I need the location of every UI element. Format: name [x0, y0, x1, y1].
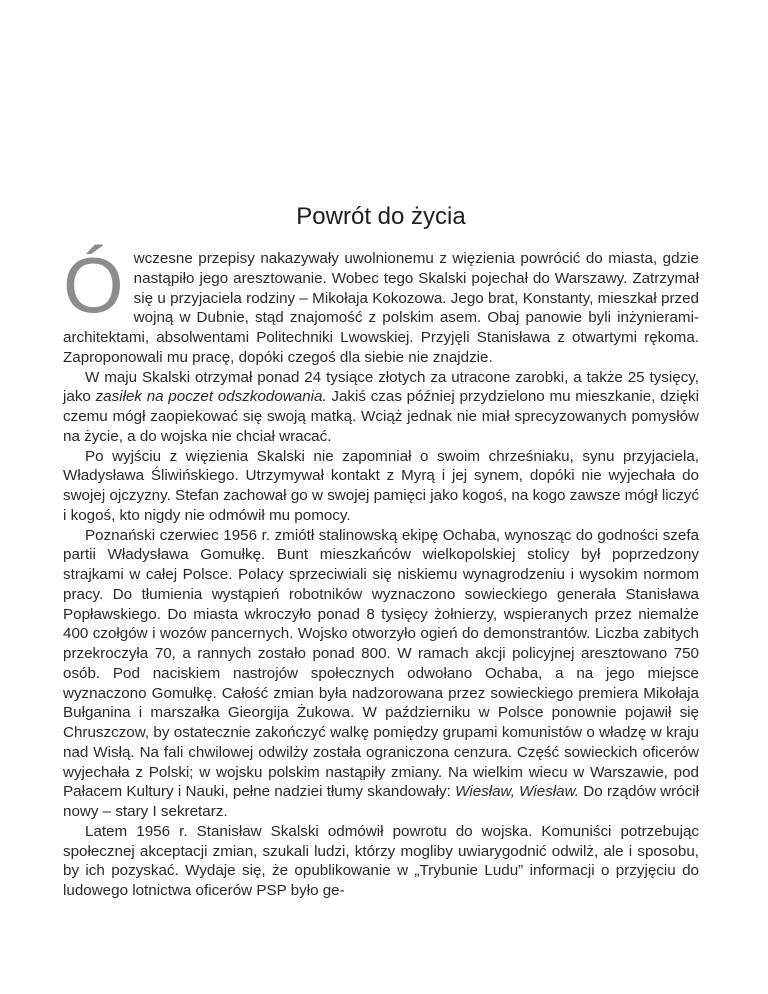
- paragraph-2-text-a: W maju Skalski otrzymał ponad 24 tysiące złotych za utracone zarobki, a także 25 tysięcy, jako: [63, 368, 699, 406]
- chapter-body: [63, 241, 699, 901]
- paragraph-3: [63, 447, 699, 526]
- paragraph-1: [63, 241, 699, 368]
- book-page: [63, 0, 699, 994]
- paragraph-4: [63, 526, 699, 822]
- paragraph-3-text: Po wyjściu z więzienia Skalski nie zapomniał o swoim chrześniaku, synu przyjaciela, Władysława Śliwińskiego. Utrzymywał kontakt z Myrą i jej synem, dopóki nie wyjechała do swojej ojczyzny. Stefan zachował go w swojej pamięci jako kogoś, na kogo zawsze mógł liczyć i kogoś, kto nigdy nie odmówił mu pomocy.: [63, 447, 699, 524]
- paragraph-4-italic: Wiesław, Wiesław.: [455, 783, 579, 801]
- paragraph-2-italic: zasiłek na poczet odszkodowania.: [95, 388, 327, 406]
- paragraph-2-text-b: Jakiś czas później przydzielono mu mieszkanie, dzięki czemu mógł zaopiekować się swoją matką. Wciąż jednak nie miał sprecyzowanych pomysłów na życie, a do wojska nie chciał wracać.: [63, 388, 699, 445]
- paragraph-5-text: Latem 1956 r. Stanisław Skalski odmówił powrotu do wojska. Komuniści potrzebując społecznej akceptacji zmian, szukali ludzi, którzy mogliby uwiarygodnić odwilż, ale i sposobu, by ich pozyskać. Wydaje się, że opublikowanie w „Trybunie Ludu” informacji o przyjęciu do ludowego lotnictwa oficerów PSP było ge-: [63, 822, 699, 899]
- paragraph-2: [63, 368, 699, 447]
- drop-cap: Ó: [63, 241, 124, 329]
- paragraph-1-text: wczesne przepisy nakazywały uwolnionemu z więzienia powrócić do miasta, gdzie nastąpiło jego aresztowanie. Wobec tego Skalski pojechał do Warszawy. Zatrzymał się u przyjaciela rodziny – Mikołaja Kokozowa. Jego brat, Konstanty, mieszkał przed wojną w Dubnie, stąd znajomość z polskim asem. Obaj panowie byli inżynierami-architektami, absolwentami Politechniki Lwowskiej. Przyjęli Stanisława z otwartymi rękoma. Zaproponowali mu pracę, dopóki czegoś dla siebie nie znajdzie.: [63, 250, 699, 366]
- paragraph-4-text-b: Do rządów wrócił nowy – stary I sekretarz.: [63, 783, 699, 820]
- chapter-title: Powrót do życia: [296, 203, 466, 230]
- paragraph-4-text-a: Poznański czerwiec 1956 r. zmiótł stalinowską ekipę Ochaba, wynosząc do godności szefa partii Władysława Gomułkę. Bunt mieszkańców wielkopolskiej stolicy był poprzedzony strajkami w całej Polsce. Polacy sprzeciwiali się niskiemu wynagrodzeniu i wysokim normom pracy. Do tłumienia wystąpień robotników wyznaczono sowieckiego generała Stanisława Popławskiego. Do miasta wkroczyło ponad 8 tysięcy żołnierzy, wspieranych przez niemalże 400 czołgów i wozów pancernych. Wojsko otworzyło ogień do demonstrantów. Liczba zabitych przekroczyła 70, a rannych zostało ponad 800. W ramach akcji policyjnej aresztowano 750 osób. Pod naciskiem nastrojów społecznych odwołano Ochaba, a na jego miejsce wyznaczono Gomułkę. Całość zmian była nadzorowana przez sowieckiego premiera Mikołaja Bułganina i marszałka Gieorgija Żukowa. W październiku w Polsce ponownie pojawił się Chruszczow, by ostatecznie zakończyć walkę pomiędzy grupami komunistów o władzę w kraju nad Wisłą. Na fali chwilowej odwilży została ograniczona cenzura. Część sowieckich oficerów wyjechała z Polski; w wojsku polskim nastąpiły zmiany. Na wielkim wiecu w Warszawie, pod Pałacem Kultury i Nauki, pełne nadziei tłumy skandowały:: [63, 526, 699, 801]
- paragraph-5: [63, 822, 699, 901]
